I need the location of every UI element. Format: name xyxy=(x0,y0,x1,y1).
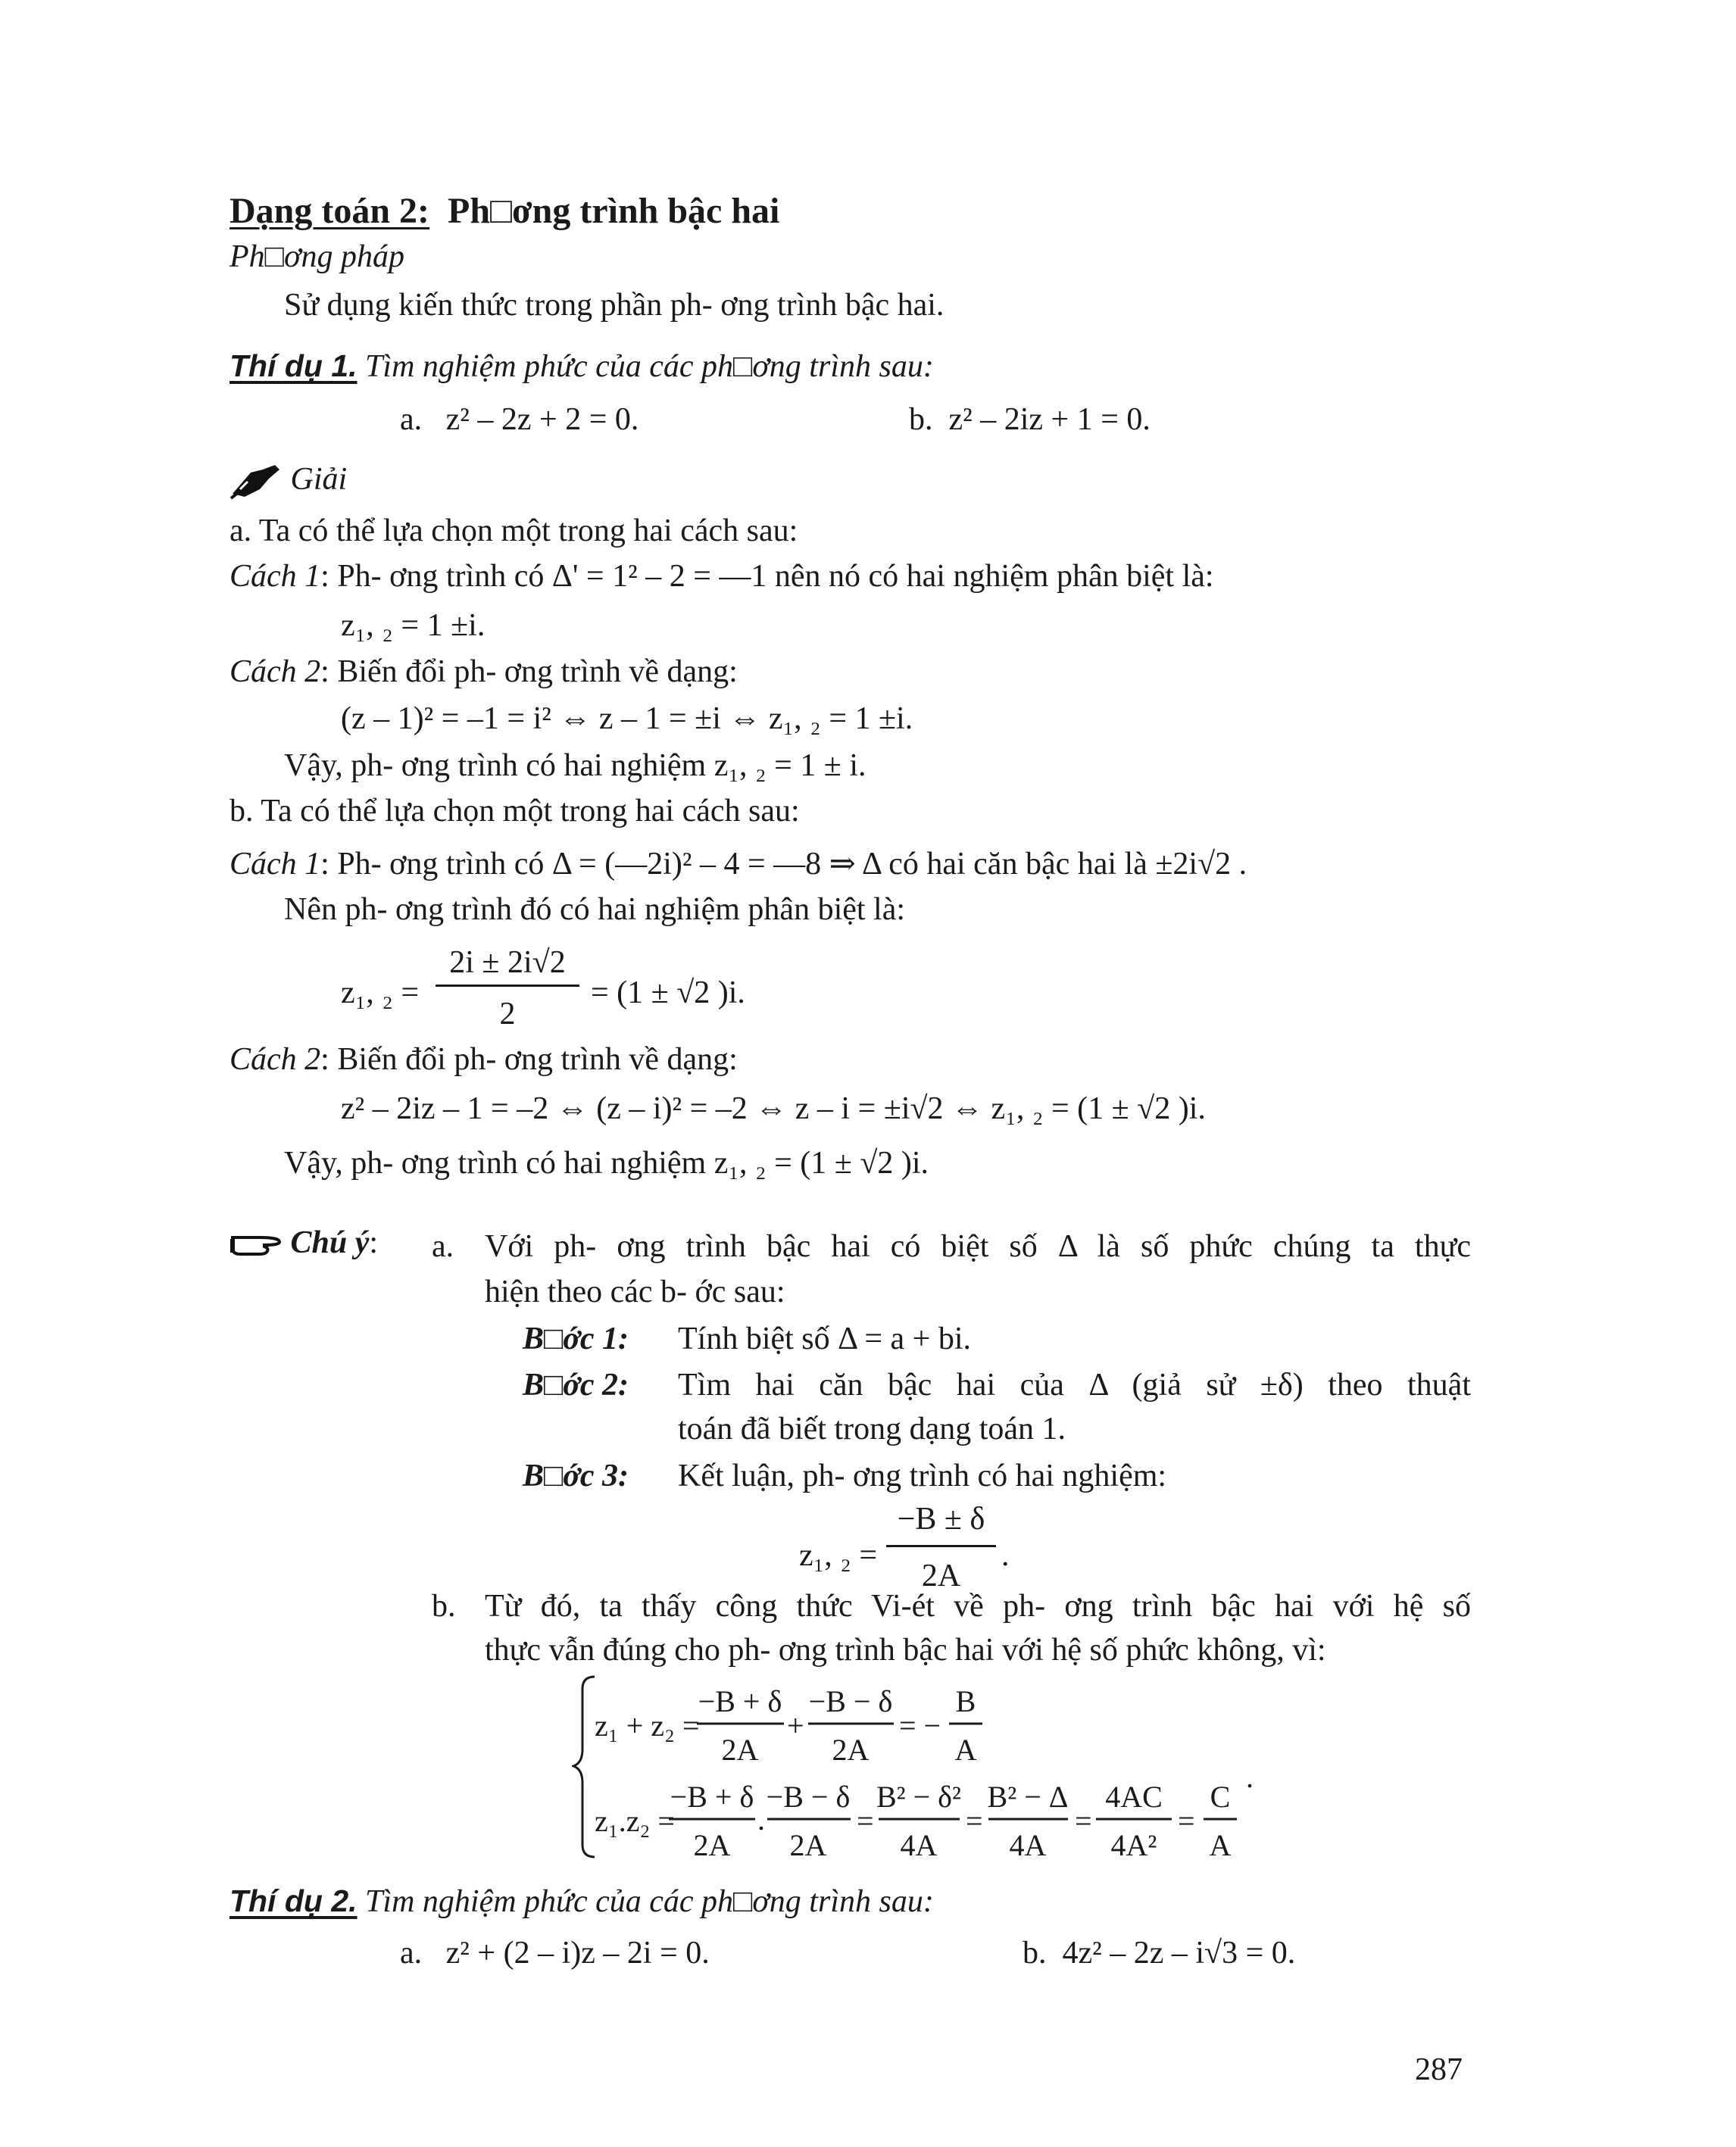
sys-g5-den: 4A² xyxy=(1110,1828,1157,1862)
step3-end: . xyxy=(1001,1538,1010,1573)
solution-a-cach1 xyxy=(229,560,1214,592)
example1-prompt: Tìm nghiệm phức của các ph□ơng trình sau: xyxy=(365,349,934,384)
sys-f1-den: 2A xyxy=(721,1733,759,1767)
example1-b-eq: z² – 2iz + 1 = 0. xyxy=(948,402,1151,437)
solution-b-cach1-next: Nên ph- ơng trình đó có hai nghiệm phân biệt là: xyxy=(284,892,906,927)
solution-a-cach1-result: z₁, ₂ = 1 ±i. xyxy=(341,608,486,643)
sys-end: . xyxy=(1246,1760,1254,1794)
solution-b-cach1-den: 2 xyxy=(499,997,516,1031)
pen-hand-icon xyxy=(229,463,283,500)
solution-b-conclusion: Vậy, ph- ơng trình có hai nghiệm z₁, ₂ = (1 ± √2 )i. xyxy=(284,1146,929,1181)
step3-label: B□ớc 3: xyxy=(523,1459,629,1493)
example1-label: Thí dụ 1. xyxy=(229,348,358,383)
solution-b-cach2 xyxy=(229,1044,738,1075)
sys-f1-num: −B + δ xyxy=(698,1684,782,1718)
note-heading xyxy=(229,1227,378,1260)
sys-f3-num: B xyxy=(955,1684,976,1718)
example1-a xyxy=(400,404,639,435)
solution-b-cach1-rhs: = (1 ± √2 )i. xyxy=(591,975,745,1010)
step3-text: Kết luận, ph- ơng trình có hai nghiệm: xyxy=(678,1459,1167,1493)
step2-line2: toán đã biết trong dạng toán 1. xyxy=(678,1412,1066,1446)
system-brace xyxy=(573,1677,595,1857)
sys-g6-num: C xyxy=(1210,1780,1231,1814)
pointing-hand-icon xyxy=(229,1230,283,1260)
example2-b-eq: 4z² – 2z – i√3 = 0. xyxy=(1062,1936,1296,1971)
sys-dot: . xyxy=(757,1802,765,1836)
example1-heading xyxy=(229,348,934,384)
method-text: Sử dụng kiến thức trong phần ph- ơng trình bậc hai. xyxy=(284,288,944,323)
step3-den: 2A xyxy=(921,1559,961,1593)
example2-b xyxy=(1023,1937,1295,1969)
solution-b-cach1 xyxy=(229,848,1247,880)
solution-b-cach1-num: 2i ± 2i√2 xyxy=(449,945,566,980)
solution-a-cach2-label: Cách 2 xyxy=(229,654,321,689)
solution-heading xyxy=(229,463,347,500)
solution-b-cach2-eq: z² – 2iz – 1 = –2 ⇔ (z – i)² = –2 ⇔ z – i = ±i√2 ⇔ z₁, ₂ = (1 ± √2 )i. xyxy=(341,1091,1206,1126)
sys-prod-lhs: z₁.z₂ = xyxy=(595,1804,675,1838)
step3-num: −B ± δ xyxy=(897,1502,985,1537)
note-b-label: b. xyxy=(432,1589,456,1624)
solution-a-cach1-label: Cách 1 xyxy=(229,559,321,594)
solution-b-cach2-text: : Biến đổi ph- ơng trình về dạng: xyxy=(320,1042,738,1077)
section-label: Dạng toán 2: xyxy=(229,191,430,231)
example2-b-label: b. xyxy=(1023,1936,1047,1971)
solution-b-cach1-text: : Ph- ơng trình có Δ = (—2i)² – 4 = —8 ⇒ Δ có hai căn bậc hai là ±2i√2 . xyxy=(320,847,1247,882)
sys-f2-num: −B − δ xyxy=(808,1684,893,1718)
sys-g3-den: 4A xyxy=(900,1828,938,1862)
solution-b-cach1-fracbar xyxy=(436,985,579,987)
note-label: Chú ý xyxy=(290,1225,370,1260)
sys-g2-num: −B − δ xyxy=(766,1780,851,1814)
example2-a xyxy=(400,1937,710,1969)
sys-g5-num: 4AC xyxy=(1105,1780,1163,1814)
solution-b-cach1-lhs: z₁, ₂ = xyxy=(341,975,420,1010)
sys-g4-den: 4A xyxy=(1009,1828,1047,1862)
sys-g1-num: −B + δ xyxy=(670,1780,754,1814)
sys-g2-den: 2A xyxy=(789,1828,827,1862)
note-a-line1: Với ph- ơng trình bậc hai có biệt số Δ là số phức chúng ta thực xyxy=(485,1229,1471,1264)
sys-f2-den: 2A xyxy=(832,1733,870,1767)
sys-plus: + xyxy=(787,1709,804,1743)
page-number: 287 xyxy=(1415,2052,1463,2087)
step1-text: Tính biệt số Δ = a + bi. xyxy=(678,1322,972,1356)
note-a-line2: hiện theo các b- ớc sau: xyxy=(485,1275,785,1309)
example1-a-eq: z² – 2z + 2 = 0. xyxy=(445,402,639,437)
sys-eq-neg: = − xyxy=(899,1709,941,1743)
solution-a-cach2 xyxy=(229,656,738,688)
sys-g6-den: A xyxy=(1209,1828,1232,1862)
step1-label: B□ớc 1: xyxy=(523,1322,629,1356)
example1-b-label: b. xyxy=(909,402,933,437)
example2-a-label: a. xyxy=(400,1936,423,1971)
method-heading: Ph□ơng pháp xyxy=(229,239,404,274)
example1-b xyxy=(909,404,1151,435)
step3-lhs: z₁, ₂ = xyxy=(799,1538,878,1573)
solution-a-intro: a. Ta có thể lựa chọn một trong hai cách sau: xyxy=(229,513,798,548)
solution-a-cach2-text: : Biến đổi ph- ơng trình về dạng: xyxy=(320,654,738,689)
example2-heading xyxy=(229,1883,934,1919)
sys-f3-den: A xyxy=(954,1733,977,1767)
section-heading xyxy=(229,193,779,229)
step2-label: B□ớc 2: xyxy=(523,1368,629,1403)
example2-a-eq: z² + (2 – i)z – 2i = 0. xyxy=(445,1936,710,1971)
note-a-label: a. xyxy=(432,1229,454,1264)
sys-eq-4: = xyxy=(1178,1804,1195,1838)
example2-label: Thí dụ 2. xyxy=(229,1883,358,1918)
example2-prompt: Tìm nghiệm phức của các ph□ơng trình sau: xyxy=(365,1884,934,1919)
vieta-system xyxy=(572,1674,1375,1863)
sys-g1-den: 2A xyxy=(693,1828,731,1862)
step2-line1: Tìm hai căn bậc hai của Δ (giả sử ±δ) theo thuật xyxy=(678,1368,1471,1403)
section-title: Ph□ơng trình bậc hai xyxy=(448,191,780,231)
note-b-line2: thực vẫn đúng cho ph- ơng trình bậc hai với hệ số phức không, vì: xyxy=(485,1633,1326,1668)
note-colon: : xyxy=(369,1225,379,1260)
example1-a-label: a. xyxy=(400,402,423,437)
solution-a-cach2-eq: (z – 1)² = –1 = i² ⇔ z – 1 = ±i ⇔ z₁, ₂ = 1 ±i. xyxy=(341,701,913,736)
sys-eq-2: = xyxy=(966,1804,983,1838)
solution-b-cach2-label: Cách 2 xyxy=(229,1042,321,1077)
solution-a-conclusion: Vậy, ph- ơng trình có hai nghiệm z₁, ₂ = 1 ± i. xyxy=(284,748,866,783)
sys-sum-lhs: z₁ + z₂ = xyxy=(595,1709,700,1743)
sys-g3-num: B² − δ² xyxy=(876,1780,962,1814)
sys-eq-3: = xyxy=(1075,1804,1092,1838)
note-b-line1: Từ đó, ta thấy công thức Vi-ét về ph- ơng trình bậc hai với hệ số xyxy=(485,1589,1471,1624)
sys-eq-1: = xyxy=(857,1804,874,1838)
solution-a-cach1-text: : Ph- ơng trình có Δ' = 1² – 2 = —1 nên nó có hai nghiệm phân biệt là: xyxy=(320,559,1214,594)
solution-b-cach1-label: Cách 1 xyxy=(229,847,321,882)
solution-label: Giải xyxy=(290,462,348,497)
sys-g4-num: B² − Δ xyxy=(987,1780,1069,1814)
step3-fracbar xyxy=(886,1545,996,1547)
solution-b-intro: b. Ta có thể lựa chọn một trong hai cách sau: xyxy=(229,794,800,829)
